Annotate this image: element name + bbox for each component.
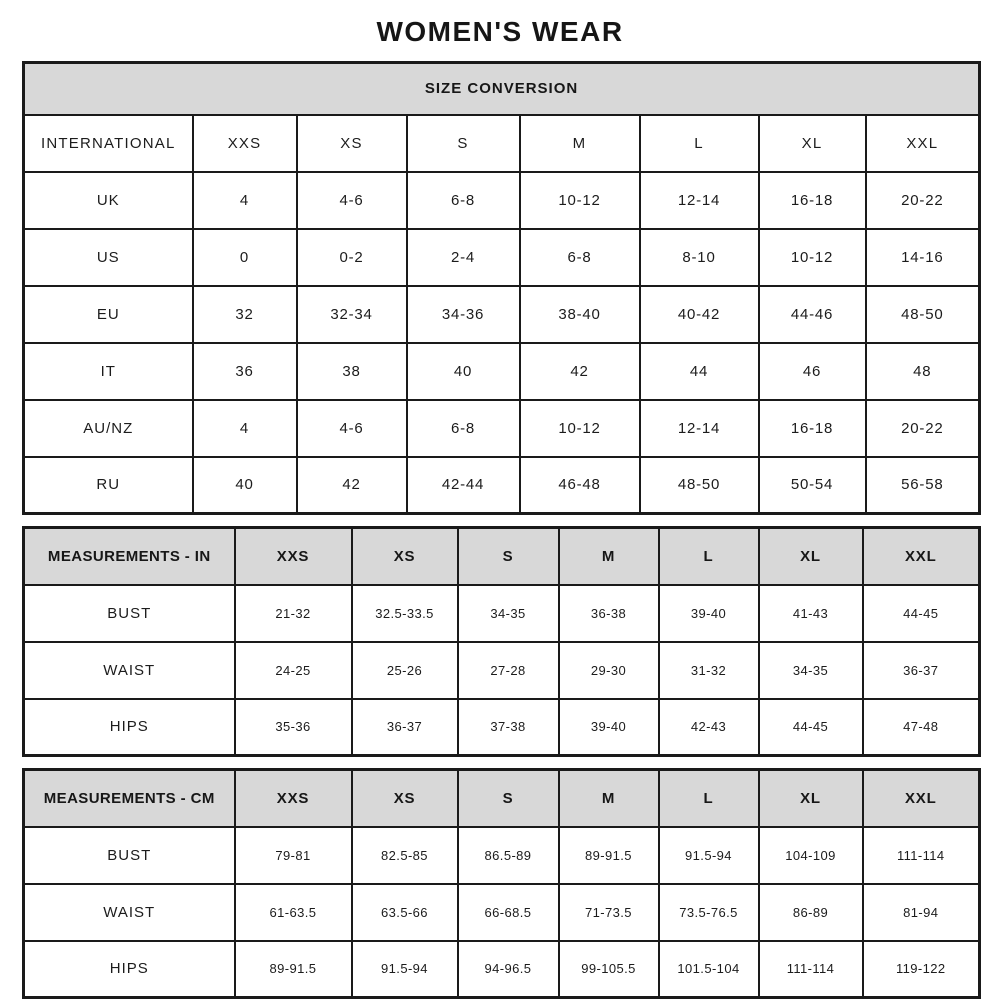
value-cell-waist-xs: 63.5-66 <box>352 884 458 941</box>
value-cell-uk-xxl: 20-22 <box>866 172 980 229</box>
value-cell-au-nz-xl: 16-18 <box>759 400 866 457</box>
measurements-in-table <box>22 526 981 757</box>
value-cell-ru-xs: 42 <box>297 457 407 514</box>
value-cell-bust-l: 91.5-94 <box>659 827 759 884</box>
row-label-bust: BUST <box>24 827 235 884</box>
row-label-it: IT <box>24 343 193 400</box>
size-header-xxl: XXL <box>866 115 980 172</box>
value-cell-waist-l: 73.5-76.5 <box>659 884 759 941</box>
value-cell-ru-xl: 50-54 <box>759 457 866 514</box>
size-header-l: L <box>659 528 759 585</box>
value-cell-hips-xl: 44-45 <box>759 699 863 756</box>
table-row-au-nz <box>24 400 980 457</box>
value-cell-waist-xs: 25-26 <box>352 642 458 699</box>
value-cell-it-s: 40 <box>407 343 520 400</box>
table-row-bust <box>24 827 980 884</box>
table-row-eu <box>24 286 980 343</box>
size-header-m: M <box>520 115 640 172</box>
value-cell-eu-xxl: 48-50 <box>866 286 980 343</box>
value-cell-hips-s: 37-38 <box>458 699 559 756</box>
value-cell-au-nz-s: 6-8 <box>407 400 520 457</box>
size-header-m: M <box>559 528 659 585</box>
value-cell-bust-xxs: 79-81 <box>235 827 352 884</box>
value-cell-it-xxs: 36 <box>193 343 297 400</box>
page-title: WOMEN'S WEAR <box>376 16 624 47</box>
value-cell-uk-l: 12-14 <box>640 172 759 229</box>
value-cell-uk-xs: 4-6 <box>297 172 407 229</box>
value-cell-us-xxs: 0 <box>193 229 297 286</box>
value-cell-bust-l: 39-40 <box>659 585 759 642</box>
value-cell-it-l: 44 <box>640 343 759 400</box>
value-cell-waist-s: 27-28 <box>458 642 559 699</box>
value-cell-bust-s: 34-35 <box>458 585 559 642</box>
row-label-waist: WAIST <box>24 642 235 699</box>
row-label-waist: WAIST <box>24 884 235 941</box>
value-cell-hips-m: 99-105.5 <box>559 941 659 998</box>
value-cell-hips-xxl: 119-122 <box>863 941 980 998</box>
value-cell-it-m: 42 <box>520 343 640 400</box>
table-row-hips <box>24 699 980 756</box>
value-cell-bust-s: 86.5-89 <box>458 827 559 884</box>
value-cell-eu-xs: 32-34 <box>297 286 407 343</box>
size-header-s: S <box>458 770 559 827</box>
value-cell-bust-xxl: 44-45 <box>863 585 980 642</box>
value-cell-waist-m: 71-73.5 <box>559 884 659 941</box>
table-title: SIZE CONVERSION <box>24 63 980 115</box>
value-cell-us-s: 2-4 <box>407 229 520 286</box>
value-cell-us-xl: 10-12 <box>759 229 866 286</box>
row-label-eu: EU <box>24 286 193 343</box>
row-label-au-nz: AU/NZ <box>24 400 193 457</box>
value-cell-hips-xxs: 35-36 <box>235 699 352 756</box>
table-row-us <box>24 229 980 286</box>
value-cell-it-xxl: 48 <box>866 343 980 400</box>
row-label-bust: BUST <box>24 585 235 642</box>
value-cell-us-l: 8-10 <box>640 229 759 286</box>
value-cell-waist-xxl: 36-37 <box>863 642 980 699</box>
size-header-m: M <box>559 770 659 827</box>
value-cell-eu-m: 38-40 <box>520 286 640 343</box>
value-cell-uk-s: 6-8 <box>407 172 520 229</box>
row-label-hips: HIPS <box>24 699 235 756</box>
value-cell-it-xs: 38 <box>297 343 407 400</box>
value-cell-ru-xxl: 56-58 <box>866 457 980 514</box>
corner-label: MEASUREMENTS - CM <box>24 770 235 827</box>
value-cell-waist-xxs: 24-25 <box>235 642 352 699</box>
value-cell-uk-xl: 16-18 <box>759 172 866 229</box>
value-cell-bust-m: 36-38 <box>559 585 659 642</box>
value-cell-bust-m: 89-91.5 <box>559 827 659 884</box>
size-header-xxs: XXS <box>235 770 352 827</box>
corner-label: MEASUREMENTS - IN <box>24 528 235 585</box>
table-row-uk <box>24 172 980 229</box>
value-cell-hips-l: 101.5-104 <box>659 941 759 998</box>
row-label-us: US <box>24 229 193 286</box>
value-cell-bust-xxl: 111-114 <box>863 827 980 884</box>
value-cell-hips-s: 94-96.5 <box>458 941 559 998</box>
value-cell-waist-xxl: 81-94 <box>863 884 980 941</box>
value-cell-hips-l: 42-43 <box>659 699 759 756</box>
value-cell-eu-l: 40-42 <box>640 286 759 343</box>
value-cell-hips-xl: 111-114 <box>759 941 863 998</box>
size-header-xxl: XXL <box>863 770 980 827</box>
corner-label: INTERNATIONAL <box>24 115 193 172</box>
value-cell-eu-s: 34-36 <box>407 286 520 343</box>
value-cell-waist-m: 29-30 <box>559 642 659 699</box>
table-row-waist <box>24 884 980 941</box>
size-header-xs: XS <box>352 770 458 827</box>
value-cell-au-nz-xs: 4-6 <box>297 400 407 457</box>
value-cell-waist-xl: 34-35 <box>759 642 863 699</box>
value-cell-eu-xl: 44-46 <box>759 286 866 343</box>
value-cell-ru-m: 46-48 <box>520 457 640 514</box>
value-cell-bust-xl: 41-43 <box>759 585 863 642</box>
value-cell-us-xs: 0-2 <box>297 229 407 286</box>
value-cell-au-nz-xxs: 4 <box>193 400 297 457</box>
value-cell-au-nz-xxl: 20-22 <box>866 400 980 457</box>
size-header-xl: XL <box>759 115 866 172</box>
size-header-xs: XS <box>352 528 458 585</box>
value-cell-bust-xs: 32.5-33.5 <box>352 585 458 642</box>
value-cell-ru-xxs: 40 <box>193 457 297 514</box>
size-header-xxs: XXS <box>235 528 352 585</box>
table-row-ru <box>24 457 980 514</box>
value-cell-waist-s: 66-68.5 <box>458 884 559 941</box>
table-row-bust <box>24 585 980 642</box>
value-cell-bust-xxs: 21-32 <box>235 585 352 642</box>
value-cell-us-m: 6-8 <box>520 229 640 286</box>
value-cell-bust-xl: 104-109 <box>759 827 863 884</box>
size-header-xxs: XXS <box>193 115 297 172</box>
value-cell-uk-xxs: 4 <box>193 172 297 229</box>
value-cell-waist-xxs: 61-63.5 <box>235 884 352 941</box>
value-cell-it-xl: 46 <box>759 343 866 400</box>
size-header-s: S <box>407 115 520 172</box>
row-label-ru: RU <box>24 457 193 514</box>
value-cell-us-xxl: 14-16 <box>866 229 980 286</box>
measurements-cm-table <box>22 768 981 999</box>
value-cell-au-nz-l: 12-14 <box>640 400 759 457</box>
value-cell-hips-xxs: 89-91.5 <box>235 941 352 998</box>
size-header-l: L <box>659 770 759 827</box>
size-header-l: L <box>640 115 759 172</box>
table-row-it <box>24 343 980 400</box>
table-row-waist <box>24 642 980 699</box>
row-label-hips: HIPS <box>24 941 235 998</box>
value-cell-bust-xs: 82.5-85 <box>352 827 458 884</box>
size-conversion-table <box>22 61 981 515</box>
value-cell-ru-l: 48-50 <box>640 457 759 514</box>
value-cell-uk-m: 10-12 <box>520 172 640 229</box>
value-cell-hips-m: 39-40 <box>559 699 659 756</box>
value-cell-waist-xl: 86-89 <box>759 884 863 941</box>
size-header-s: S <box>458 528 559 585</box>
value-cell-hips-xs: 36-37 <box>352 699 458 756</box>
table-row-hips <box>24 941 980 998</box>
value-cell-ru-s: 42-44 <box>407 457 520 514</box>
value-cell-au-nz-m: 10-12 <box>520 400 640 457</box>
size-header-xs: XS <box>297 115 407 172</box>
value-cell-hips-xxl: 47-48 <box>863 699 980 756</box>
row-label-uk: UK <box>24 172 193 229</box>
size-header-xxl: XXL <box>863 528 980 585</box>
value-cell-hips-xs: 91.5-94 <box>352 941 458 998</box>
size-header-xl: XL <box>759 770 863 827</box>
size-header-xl: XL <box>759 528 863 585</box>
value-cell-waist-l: 31-32 <box>659 642 759 699</box>
value-cell-eu-xxs: 32 <box>193 286 297 343</box>
